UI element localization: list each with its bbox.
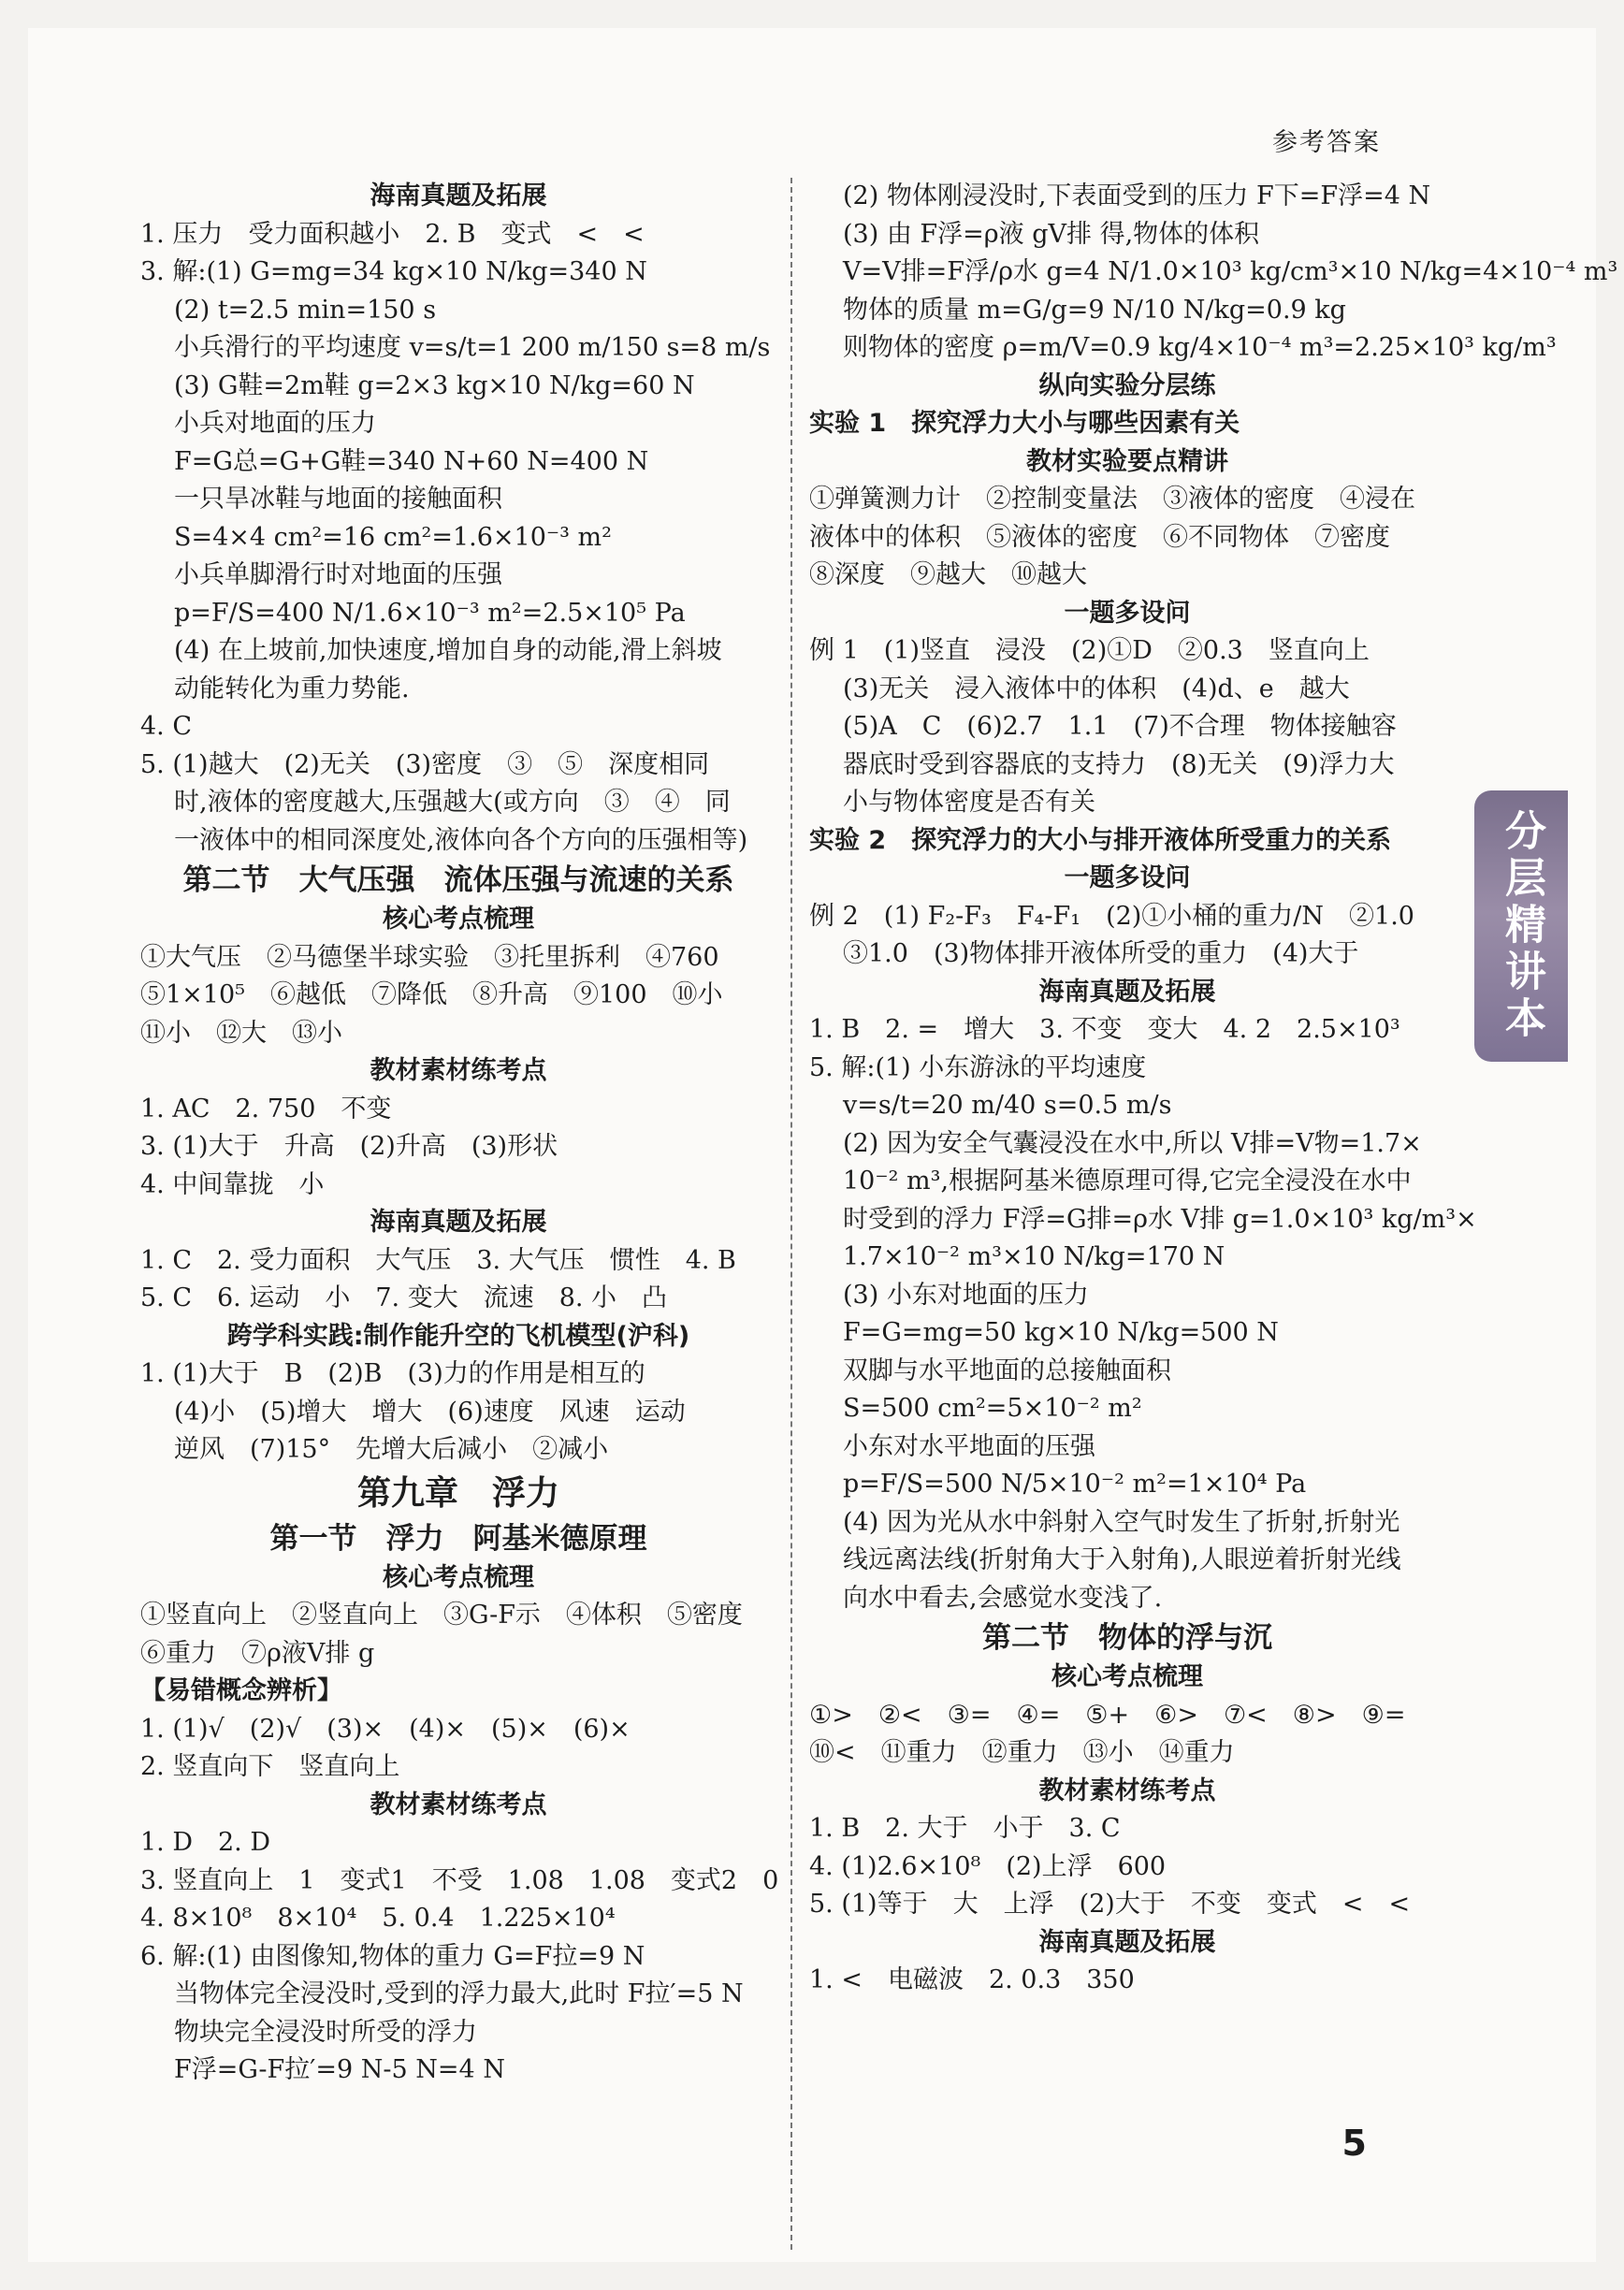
side-tab bbox=[1474, 790, 1568, 1062]
answer-line: 时,液体的密度越大,压强越大(或方向 ③ ④ 同 bbox=[174, 788, 731, 817]
answer-line: 1. B 2. = 增大 3. 不变 变大 4. 2 2.5×10³ bbox=[809, 1015, 1400, 1044]
subheading: 实验 1 探究浮力大小与哪些因素有关 bbox=[809, 409, 1240, 438]
answer-line: 双脚与水平地面的总接触面积 bbox=[843, 1355, 1171, 1385]
answer-line: (4) 在上坡前,加快速度,增加自身的动能,滑上斜坡 bbox=[174, 636, 722, 665]
section-heading: 海南真题及拓展 bbox=[1038, 977, 1216, 1007]
section-heading: 核心考点梳理 bbox=[1051, 1662, 1203, 1691]
subheading: 【易错概念辨析】 bbox=[140, 1676, 342, 1705]
answer-line: (3) G鞋=2m鞋 g=2×3 kg×10 N/kg=60 N bbox=[174, 370, 695, 400]
section-heading: 一题多设问 bbox=[1064, 598, 1191, 628]
answer-line: 3. 竖直向上 1 变式1 不受 1.08 1.08 变式2 0 bbox=[140, 1865, 779, 1895]
page-header: 参考答案 bbox=[1272, 128, 1381, 157]
side-tab-label: 分层精讲本 bbox=[1498, 809, 1545, 1043]
answer-line: F=G=mg=50 kg×10 N/kg=500 N bbox=[843, 1318, 1279, 1347]
answer-line: 4. C bbox=[140, 712, 193, 741]
answer-line: 10⁻² m³,根据阿基米德原理可得,它完全浸没在水中 bbox=[843, 1167, 1412, 1196]
answer-line: 器底时受到容器底的支持力 (8)无关 (9)浮力大 bbox=[843, 749, 1395, 779]
answer-line: 动能转化为重力势能. bbox=[174, 674, 410, 703]
answer-line: v=s/t=20 m/40 s=0.5 m/s bbox=[843, 1091, 1172, 1120]
answer-line: (3) 小东对地面的压力 bbox=[843, 1280, 1089, 1310]
section-heading: 海南真题及拓展 bbox=[370, 181, 547, 210]
answer-line: (3) 由 F浮=ρ液 gV排 得,物体的体积 bbox=[843, 219, 1260, 249]
answer-line: ⑩< ⑪重力 ⑫重力 ⑬小 ⑭重力 bbox=[809, 1738, 1235, 1767]
answer-line: 3. 解:(1) G=mg=34 kg×10 N/kg=340 N bbox=[140, 257, 647, 286]
answer-line: (2) t=2.5 min=150 s bbox=[174, 295, 437, 325]
answer-line: 当物体完全浸没时,受到的浮力最大,此时 F拉′=5 N bbox=[174, 1979, 744, 2008]
answer-line: 例 1 (1)竖直 浸没 (2)①D ②0.3 竖直向上 bbox=[809, 636, 1370, 665]
answer-line: F=G总=G+G鞋=340 N+60 N=400 N bbox=[174, 446, 649, 476]
section-heading: 教材素材练考点 bbox=[1038, 1775, 1216, 1805]
answer-line: ①大气压 ②马德堡半球实验 ③托里拆利 ④760 bbox=[140, 942, 719, 972]
section-title: 第二节 大气压强 流体压强与流速的关系 bbox=[182, 863, 734, 897]
answer-line: 4. 8×10⁸ 8×10⁴ 5. 0.4 1.225×10⁴ bbox=[140, 1904, 616, 1933]
answer-line: 线远离法线(折射角大于入射角),人眼逆着折射光线 bbox=[843, 1545, 1401, 1574]
answer-line: (4)小 (5)增大 增大 (6)速度 风速 运动 bbox=[174, 1397, 686, 1427]
answer-line: F浮=G-F拉′=9 N-5 N=4 N bbox=[174, 2055, 505, 2084]
answer-line: 物块完全浸没时所受的浮力 bbox=[174, 2017, 477, 2047]
answer-line: 5. (1)越大 (2)无关 (3)密度 ③ ⑤ 深度相同 bbox=[140, 749, 710, 779]
answer-line: 1.7×10⁻² m³×10 N/kg=170 N bbox=[843, 1242, 1225, 1271]
answer-line: 液体中的体积 ⑤液体的密度 ⑥不同物体 ⑦密度 bbox=[809, 522, 1390, 552]
answer-line: 1. C 2. 受力面积 大气压 3. 大气压 惯性 4. B bbox=[140, 1245, 736, 1275]
section-heading: 海南真题及拓展 bbox=[1038, 1927, 1216, 1957]
section-heading: 教材素材练考点 bbox=[370, 1790, 547, 1819]
page-number: 5 bbox=[1341, 2123, 1367, 2164]
chapter-title: 第九章 浮力 bbox=[356, 1473, 559, 1513]
column-divider bbox=[790, 178, 792, 2250]
answer-line: 1. < 电磁波 2. 0.3 350 bbox=[809, 1965, 1135, 1994]
answer-line: 小兵对地面的压力 bbox=[174, 409, 376, 438]
answer-line: (3)无关 浸入液体中的体积 (4)d、e 越大 bbox=[843, 674, 1350, 703]
answer-line: 1. B 2. 大于 小于 3. C bbox=[809, 1814, 1121, 1843]
answer-line: V=V排=F浮/ρ水 g=4 N/1.0×10³ kg/cm³×10 N/kg=4×10⁻⁴ m³ bbox=[843, 257, 1618, 286]
section-heading: 教材素材练考点 bbox=[370, 1056, 547, 1085]
answer-line: 5. 解:(1) 小东游泳的平均速度 bbox=[809, 1052, 1147, 1082]
answer-line: 3. (1)大于 升高 (2)升高 (3)形状 bbox=[140, 1132, 558, 1161]
subheading: 实验 2 探究浮力的大小与排开液体所受重力的关系 bbox=[809, 825, 1392, 855]
section-title: 第二节 物体的浮与沉 bbox=[982, 1621, 1272, 1655]
answer-line: ①> ②< ③= ④= ⑤+ ⑥> ⑦< ⑧> ⑨= bbox=[809, 1700, 1406, 1730]
answer-line: 物体的质量 m=G/g=9 N/10 N/kg=0.9 kg bbox=[843, 295, 1346, 325]
answer-line: 1. (1)大于 B (2)B (3)力的作用是相互的 bbox=[140, 1359, 645, 1388]
answer-line: 一液体中的相同深度处,液体向各个方向的压强相等) bbox=[174, 825, 748, 855]
section-title: 第一节 浮力 阿基米德原理 bbox=[269, 1521, 647, 1556]
answer-line: ③1.0 (3)物体排开液体所受的重力 (4)大于 bbox=[843, 939, 1359, 968]
answer-line: ⑧深度 ⑨越大 ⑩越大 bbox=[809, 560, 1087, 589]
answer-line: S=4×4 cm²=16 cm²=1.6×10⁻³ m² bbox=[174, 522, 612, 552]
answer-line: ⑥重力 ⑦ρ液V排 g bbox=[140, 1638, 375, 1668]
left-column bbox=[140, 178, 779, 2090]
answer-line: (5)A C (6)2.7 1.1 (7)不合理 物体接触容 bbox=[843, 712, 1397, 741]
answer-line: 1. (1)√ (2)√ (3)× (4)× (5)× (6)× bbox=[140, 1714, 631, 1744]
answer-line: 6. 解:(1) 由图像知,物体的重力 G=F拉=9 N bbox=[140, 1941, 645, 1971]
section-heading: 教材实验要点精讲 bbox=[1026, 446, 1228, 476]
answer-line: (4) 因为光从水中斜射入空气时发生了折射,折射光 bbox=[843, 1507, 1400, 1537]
answer-line: 例 2 (1) F₂-F₃ F₄-F₁ (2)①小桶的重力/N ②1.0 bbox=[809, 901, 1414, 931]
answer-line: p=F/S=500 N/5×10⁻² m²=1×10⁴ Pa bbox=[843, 1470, 1307, 1499]
answer-page bbox=[28, 28, 1618, 2262]
answer-line: 小与物体密度是否有关 bbox=[843, 788, 1095, 817]
section-heading: 纵向实验分层练 bbox=[1038, 370, 1216, 400]
answer-line: ⑪小 ⑫大 ⑬小 bbox=[140, 1018, 342, 1048]
answer-line: 一只旱冰鞋与地面的接触面积 bbox=[174, 485, 502, 514]
answer-line: 2. 竖直向下 竖直向上 bbox=[140, 1752, 400, 1781]
answer-line: 逆风 (7)15° 先增大后减小 ②减小 bbox=[174, 1435, 609, 1464]
answer-line: (2) 物体刚浸没时,下表面受到的压力 F下=F浮=4 N bbox=[843, 181, 1431, 210]
answer-line: S=500 cm²=5×10⁻² m² bbox=[843, 1394, 1142, 1423]
answer-line: 向水中看去,会感觉水变浅了. bbox=[843, 1583, 1163, 1613]
answer-line: 4. (1)2.6×10⁸ (2)上浮 600 bbox=[809, 1851, 1167, 1881]
answer-line: 则物体的密度 ρ=m/V=0.9 kg/4×10⁻⁴ m³=2.25×10³ kg/m³ bbox=[843, 333, 1557, 362]
answer-line: 1. 压力 受力面积越小 2. B 变式 < < bbox=[140, 219, 645, 249]
answer-line: 4. 中间靠拢 小 bbox=[140, 1169, 325, 1199]
answer-line: ①竖直向上 ②竖直向上 ③G-F示 ④体积 ⑤密度 bbox=[140, 1601, 743, 1630]
answer-line: 1. AC 2. 750 不变 bbox=[140, 1094, 392, 1123]
answer-line: ⑤1×10⁵ ⑥越低 ⑦降低 ⑧升高 ⑨100 ⑩小 bbox=[140, 980, 723, 1009]
answer-line: 小兵滑行的平均速度 v=s/t=1 200 m/150 s=8 m/s bbox=[174, 333, 771, 362]
answer-line: 时受到的浮力 F浮=G排=ρ水 V排 g=1.0×10³ kg/m³× bbox=[843, 1204, 1477, 1234]
section-heading: 一题多设问 bbox=[1064, 863, 1191, 892]
answer-line: p=F/S=400 N/1.6×10⁻³ m²=2.5×10⁵ Pa bbox=[174, 598, 686, 628]
answer-line: ①弹簧测力计 ②控制变量法 ③液体的密度 ④浸在 bbox=[809, 485, 1415, 514]
section-heading: 核心考点梳理 bbox=[383, 1562, 534, 1592]
answer-line: 小兵单脚滑行时对地面的压强 bbox=[174, 560, 502, 589]
section-heading: 跨学科实践:制作能升空的飞机模型(沪科) bbox=[226, 1321, 690, 1351]
answer-line: (2) 因为安全气囊浸没在水中,所以 V排=V物=1.7× bbox=[843, 1128, 1422, 1158]
section-heading: 核心考点梳理 bbox=[383, 905, 534, 934]
section-heading: 海南真题及拓展 bbox=[370, 1208, 547, 1237]
answer-line: 1. D 2. D bbox=[140, 1828, 270, 1857]
answer-line: 小东对水平地面的压强 bbox=[843, 1431, 1095, 1461]
answer-line: 5. (1)等于 大 上浮 (2)大于 不变 变式 < < bbox=[809, 1890, 1411, 1919]
answer-line: 5. C 6. 运动 小 7. 变大 流速 8. 小 凸 bbox=[140, 1283, 668, 1312]
